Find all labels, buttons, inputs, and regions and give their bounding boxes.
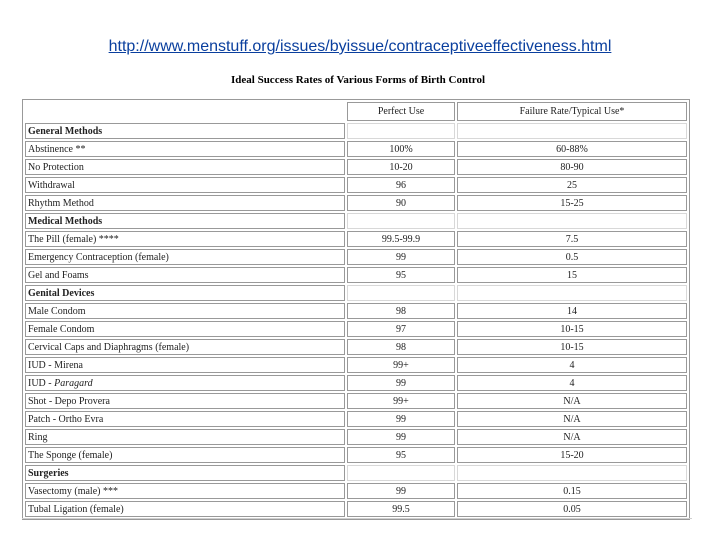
table-row [25,249,687,265]
section-row [25,465,687,481]
typical-use-value: 4 [457,357,687,373]
typical-use-value: 60-88% [457,141,687,157]
table-row [25,267,687,283]
perfect-use-value: 99.5 [347,501,455,517]
perfect-use-value: 99.5-99.9 [347,231,455,247]
method-name: Abstinence ** [25,141,345,157]
perfect-use-value: 99 [347,429,455,445]
table-row [25,231,687,247]
table-row [25,141,687,157]
table-title: Ideal Success Rates of Various Forms of Birth Control [230,74,485,86]
typical-use-value: 80-90 [457,159,687,175]
table-row [25,357,687,373]
table-row [25,501,687,517]
table-row [25,159,687,175]
perfect-use-value [347,285,455,301]
table-row [25,303,687,319]
bottom-divider [22,518,692,519]
method-name: Tubal Ligation (female) [25,501,345,517]
method-name: Rhythm Method [25,195,345,211]
typical-use-value: 10-15 [457,321,687,337]
section-label: Medical Methods [25,213,345,229]
method-name: The Sponge (female) [25,447,345,463]
method-name: Male Condom [25,303,345,319]
method-name: Female Condom [25,321,345,337]
method-name: The Pill (female) **** [25,231,345,247]
method-name: Vasectomy (male) *** [25,483,345,499]
table-row [25,321,687,337]
table-row [25,447,687,463]
typical-use-value: 25 [457,177,687,193]
typical-use-value [457,465,687,481]
perfect-use-value: 99+ [347,357,455,373]
typical-use-value: 0.05 [457,501,687,517]
method-name: Patch - Ortho Evra [25,411,345,427]
method-name: Shot - Depo Provera [25,393,345,409]
method-name: Gel and Foams [25,267,345,283]
perfect-use-value: 99 [347,375,455,391]
table-header-row [25,102,687,121]
table-row [25,195,687,211]
method-name: Withdrawal [25,177,345,193]
perfect-use-value: 99 [347,249,455,265]
perfect-use-value: 98 [347,303,455,319]
italic-brand-name: Paragard [54,377,93,389]
perfect-use-value [347,123,455,139]
typical-use-value: N/A [457,393,687,409]
typical-use-value: 10-15 [457,339,687,355]
typical-use-value [457,285,687,301]
header-perfect-use: Perfect Use [347,102,455,121]
section-row [25,213,687,229]
perfect-use-value [347,213,455,229]
perfect-use-value: 96 [347,177,455,193]
typical-use-value: 15-20 [457,447,687,463]
section-label: General Methods [25,123,345,139]
typical-use-value: 15 [457,267,687,283]
perfect-use-value: 97 [347,321,455,337]
method-name: No Protection [25,159,345,175]
table-row [25,429,687,445]
header-failure-rate: Failure Rate/Typical Use* [457,102,687,121]
perfect-use-value: 10-20 [347,159,455,175]
typical-use-value: 7.5 [457,231,687,247]
perfect-use-value [347,465,455,481]
perfect-use-value: 100% [347,141,455,157]
typical-use-value: 14 [457,303,687,319]
header-blank [25,102,345,121]
method-name: IUD - Paragard [25,375,345,391]
typical-use-value: 0.5 [457,249,687,265]
typical-use-value: N/A [457,411,687,427]
method-name: Emergency Contraception (female) [25,249,345,265]
table-row [25,411,687,427]
perfect-use-value: 99 [347,483,455,499]
perfect-use-value: 95 [347,267,455,283]
perfect-use-value: 95 [347,447,455,463]
perfect-use-value: 90 [347,195,455,211]
typical-use-value: 15-25 [457,195,687,211]
table-row [25,483,687,499]
birth-control-table [22,99,690,520]
typical-use-value [457,123,687,139]
perfect-use-value: 98 [347,339,455,355]
typical-use-value: 0.15 [457,483,687,499]
table-row [25,393,687,409]
method-name: Ring [25,429,345,445]
section-row [25,285,687,301]
method-name: IUD - Mirena [25,357,345,373]
typical-use-value [457,213,687,229]
section-label: Surgeries [25,465,345,481]
table-row [25,177,687,193]
typical-use-value: N/A [457,429,687,445]
section-label: Genital Devices [25,285,345,301]
source-url-link[interactable]: http://www.menstuff.org/issues/byissue/contraceptiveeffectiveness.html [108,38,612,55]
section-row [25,123,687,139]
typical-use-value: 4 [457,375,687,391]
table-row [25,339,687,355]
perfect-use-value: 99+ [347,393,455,409]
perfect-use-value: 99 [347,411,455,427]
method-name: Cervical Caps and Diaphragms (female) [25,339,345,355]
table-row [25,375,687,391]
